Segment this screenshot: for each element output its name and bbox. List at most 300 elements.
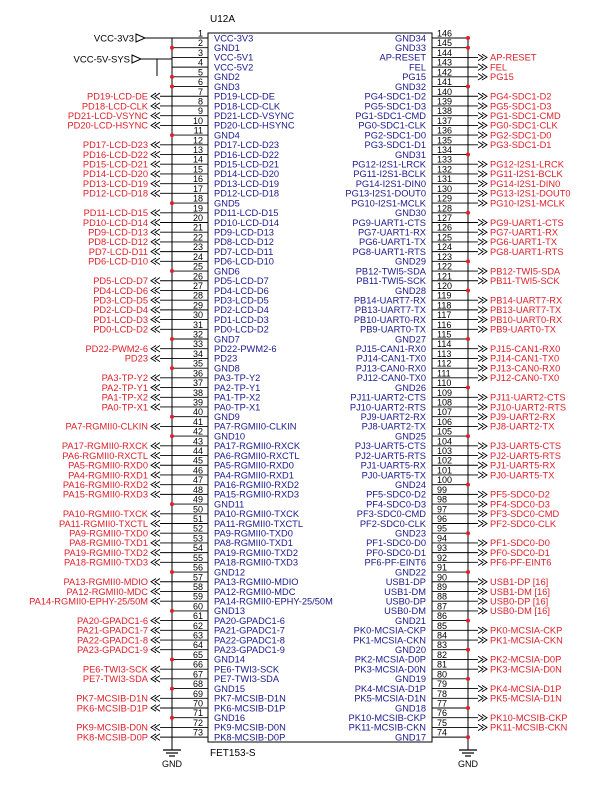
net-label-pk8-mcsib-d0p: PK8-MCSIB-D0P	[76, 732, 148, 743]
pin-name: PA2-TP-Y1	[214, 382, 261, 393]
junction-dot	[466, 36, 470, 40]
net-label-pa7-rgmii0-clkin: PA7-RGMII0-CLKIN	[65, 421, 148, 432]
pin-number: 7	[197, 86, 203, 97]
pin-name: PG1-SDC1-CMD	[355, 110, 426, 121]
net-label-pk3-mcsia-d0n: PK3-MCSIA-D0N	[490, 664, 562, 675]
pin-name: GND29	[394, 256, 426, 267]
junction-dot	[466, 531, 470, 535]
pin-number: 142	[437, 67, 453, 78]
pin-name: GND32	[394, 81, 426, 92]
pin-name: GND24	[394, 479, 426, 490]
pin-number: 56	[192, 562, 203, 573]
pin-number: 73	[192, 727, 203, 738]
pin-name: VCC-3V3	[214, 33, 254, 44]
pin-name: PD22-PWM2-6	[214, 344, 277, 355]
pin-name: PE7-TWI3-SDA	[214, 674, 280, 685]
pin-number: 54	[192, 543, 203, 554]
pin-name: PD13-LCD-D19	[214, 178, 280, 189]
chip-part-label: FET153-S	[210, 748, 256, 759]
junction-dot	[466, 211, 470, 215]
pin-number: 51	[192, 514, 203, 524]
pin-name: PA14-RGMII0-EPHY-25/50M	[214, 596, 333, 607]
net-label-pa16-rgmii0-rxd2: PA16-RGMII0-RXD2	[62, 479, 148, 490]
pin-name: PD4-LCD-D6	[214, 285, 269, 296]
pin-number: 6	[197, 77, 203, 88]
pin-name: PA13-RGMII0-MDIO	[214, 577, 299, 588]
pin-name: PG13-I2S1-DOUT0	[345, 188, 426, 199]
pin-number: 13	[192, 145, 203, 156]
pin-number: 1	[197, 28, 203, 39]
junction-dot	[466, 85, 470, 89]
net-label-pd18-lcd-clk: PD18-LCD-CLK	[81, 101, 148, 112]
net-label-pa6-rgmii0-rxctl: PA6-RGMII0-RXCTL	[62, 450, 148, 461]
pin-name: PJ14-CAN1-TX0	[356, 353, 426, 364]
net-label-pa2-tp-y1: PA2-TP-Y1	[101, 382, 148, 393]
pin-name: PF3-SDC0-CMD	[356, 509, 426, 520]
pin-name: PD6-LCD-D10	[214, 256, 274, 267]
pin-number: 70	[192, 698, 203, 709]
pin-name: PB13-UART7-TX	[354, 305, 426, 316]
pin-number: 35	[192, 358, 203, 369]
net-label-pg5-sdc1-d3: PG5-SDC1-D3	[490, 101, 552, 112]
pin-number: 145	[437, 38, 453, 49]
pin-name: PK0-MCSIA-CKP	[353, 625, 426, 636]
pin-number: 50	[192, 504, 203, 515]
pin-name: GND27	[394, 334, 426, 345]
pin-name: PK11-MCSIB-CKN	[348, 722, 426, 733]
net-label-pd7-lcd-d11: PD7-LCD-D11	[88, 246, 148, 257]
pin-name: PG0-SDC1-CLK	[358, 120, 426, 131]
pin-number: 138	[437, 106, 453, 117]
pin-number: 48	[192, 484, 203, 495]
net-label-pa5-rgmii0-rxd0: PA5-RGMII0-RXD0	[68, 460, 148, 471]
pin-number: 83	[437, 640, 448, 651]
net-label-pe7-twi3-sda: PE7-TWI3-SDA	[82, 674, 148, 685]
net-label-pb12-twi5-sda: PB12-TWI5-SDA	[490, 266, 561, 277]
net-label-pb13-uart7-tx: PB13-UART7-TX	[490, 305, 562, 316]
net-label-pk7-mcsib-d1n: PK7-MCSIB-D1N	[76, 693, 148, 704]
junction-dot	[466, 677, 470, 681]
pin-name: GND28	[394, 285, 426, 296]
pin-number: 9	[197, 106, 203, 117]
pin-number: 144	[437, 47, 453, 58]
pin-number: 62	[192, 620, 203, 631]
net-label-pa20-gpadc1-6: PA20-GPADC1-6	[77, 615, 148, 626]
pin-number: 58	[192, 581, 203, 592]
net-label-pg12-i2s1-lrck: PG12-I2S1-LRCK	[490, 159, 564, 170]
pin-name: PD1-LCD-D3	[214, 314, 269, 325]
pin-number: 60	[192, 601, 203, 612]
pin-number: 96	[437, 514, 448, 524]
pin-name: PA9-RGMII0-TXD0	[214, 528, 293, 539]
pin-name: PG8-UART1-RTS	[352, 246, 426, 257]
net-label-pk11-mcsib-ckn: PK11-MCSIB-CKN	[490, 722, 568, 733]
pin-number: 116	[437, 319, 452, 330]
pin-name: GND21	[394, 615, 426, 626]
pin-number: 98	[437, 494, 448, 505]
pin-name: PK8-MCSIB-D0P	[214, 732, 286, 743]
pin-number: 86	[437, 611, 448, 622]
junction-dot	[466, 386, 470, 390]
net-label-pd16-lcd-d22: PD16-LCD-D22	[82, 149, 148, 160]
junction-dot	[466, 619, 470, 623]
net-label-pf3-sdc0-cmd: PF3-SDC0-CMD	[490, 509, 560, 520]
pin-name: PA19-RGMII0-TXD2	[214, 547, 299, 558]
pin-name: PG9-UART1-CTS	[352, 217, 426, 228]
pin-name: PE6-TWI3-SCK	[214, 664, 280, 675]
pin-number: 43	[192, 436, 203, 447]
pin-number: 128	[437, 203, 453, 214]
pin-number: 100	[437, 475, 453, 486]
pin-name: PA17-RGMII0-RXCK	[214, 441, 301, 452]
left-gnd-label: GND	[162, 759, 182, 769]
junction-dot	[466, 259, 470, 263]
pin-number: 17	[192, 183, 203, 194]
net-label-pd9-lcd-d13: PD9-LCD-D13	[88, 227, 148, 238]
pin-name: USB0-DP	[385, 596, 426, 607]
pin-name: GND3	[214, 81, 240, 92]
pin-name: PK4-MCSIA-D1P	[354, 683, 426, 694]
pin-name: GND18	[394, 703, 426, 714]
net-label-pk9-mcsib-d0n: PK9-MCSIB-D0N	[76, 722, 148, 733]
pin-name: PA4-RGMII0-RXD1	[214, 470, 294, 481]
pin-name: PG10-I2S1-MCLK	[351, 198, 426, 209]
net-label-pd1-lcd-d3: PD1-LCD-D3	[93, 314, 148, 325]
pin-number: 88	[437, 591, 448, 602]
pin-name: PD12-LCD-D18	[214, 188, 280, 199]
pin-number: 10	[192, 115, 203, 126]
pin-name: PA7-RGMII0-CLKIN	[214, 421, 297, 432]
net-label-pg2-sdc1-d0: PG2-SDC1-D0	[490, 130, 552, 141]
pin-name: PJ2-UART5-RTS	[355, 450, 426, 461]
pin-name: PJ0-UART5-TX	[361, 470, 426, 481]
pin-name: PF6-PF-EINT6	[364, 557, 426, 568]
net-label-pf0-sdc0-d1: PF0-SDC0-D1	[490, 547, 550, 558]
pin-number: 90	[437, 572, 448, 583]
junction-dot	[170, 716, 174, 720]
net-label-pd15-lcd-d21: PD15-LCD-D21	[82, 159, 148, 170]
pin-number: 67	[192, 669, 203, 680]
pin-name: PA0-TP-X1	[214, 402, 261, 413]
pin-number: 101	[437, 465, 453, 476]
net-label-pa11-rgmii0-txctl: PA11-RGMII0-TXCTL	[58, 518, 148, 529]
net-label-usb1-dp-16: USB1-DP [16]	[490, 577, 549, 588]
pin-name: PB11-TWI5-SCK	[356, 276, 426, 287]
pin-number: 68	[192, 679, 203, 690]
pin-name: PG6-UART1-TX	[359, 237, 426, 248]
pin-name: PJ12-CAN0-TX0	[356, 373, 426, 384]
pin-number: 23	[192, 242, 203, 253]
pin-name: GND23	[394, 528, 426, 539]
pin-number: 124	[437, 242, 453, 253]
pin-name: PD18-LCD-CLK	[214, 101, 281, 112]
pin-name: GND6	[214, 266, 240, 277]
pin-name: PA10-RGMII0-TXCK	[214, 509, 300, 520]
net-label-pa4-rgmii0-rxd1: PA4-RGMII0-RXD1	[68, 470, 148, 481]
pin-name: PB14-UART7-RX	[353, 295, 426, 306]
pin-number: 26	[192, 271, 203, 282]
net-label-vcc-3v3: VCC-3V3	[93, 33, 134, 45]
net-label-pk4-mcsia-d1p: PK4-MCSIA-D1P	[490, 683, 562, 694]
pin-number: 24	[192, 251, 203, 262]
net-label-pb14-uart7-rx: PB14-UART7-RX	[490, 295, 563, 306]
pin-number: 44	[192, 446, 203, 457]
pin-name: PF4-SDC0-D3	[366, 499, 426, 510]
pin-name: PD8-LCD-D12	[214, 237, 274, 248]
net-label-pa14-rgmii0-ephy-25-50m: PA14-RGMII0-EPHY-25/50M	[29, 596, 148, 607]
pin-number: 93	[437, 543, 448, 554]
pin-number: 120	[437, 280, 453, 291]
pin-name: PJ13-CAN0-RX0	[355, 363, 426, 374]
pin-name: PG15	[402, 72, 426, 83]
net-label-pa3-tp-y2: PA3-TP-Y2	[101, 373, 148, 384]
net-label-pj10-uart2-rts: PJ10-UART2-RTS	[490, 402, 567, 413]
pin-number: 136	[437, 125, 453, 136]
net-label-usb1-dm-16: USB1-DM [16]	[490, 586, 550, 597]
pin-name: GND10	[214, 431, 246, 442]
pin-number: 14	[192, 154, 203, 165]
pin-number: 63	[192, 630, 203, 641]
net-label-pf2-sdc0-clk: PF2-SDC0-CLK	[490, 518, 557, 529]
pin-number: 94	[437, 533, 448, 544]
junction-dot	[466, 337, 470, 341]
net-label-pg8-uart1-rts: PG8-UART1-RTS	[490, 246, 564, 257]
net-label-pd17-lcd-d23: PD17-LCD-D23	[82, 140, 148, 151]
net-label-pj9-uart2-rx: PJ9-UART2-RX	[490, 411, 556, 422]
net-label-pj12-can0-tx0: PJ12-CAN0-TX0	[490, 373, 560, 384]
pin-name: PG3-SDC1-D1	[364, 140, 426, 151]
pin-name: PJ3-UART5-CTS	[354, 441, 426, 452]
pin-number: 59	[192, 591, 203, 602]
pin-number: 139	[437, 96, 453, 107]
pin-number: 131	[437, 174, 453, 185]
pin-name: GND17	[394, 732, 426, 743]
pin-name: GND14	[214, 654, 246, 665]
pin-number: 15	[192, 164, 203, 175]
pin-name: PG12-I2S1-LRCK	[352, 159, 426, 170]
pin-number: 5	[197, 67, 203, 78]
net-label-pa15-rgmii0-rxd3: PA15-RGMII0-RXD3	[62, 489, 148, 500]
pin-name: PD21-LCD-VSYNC	[214, 110, 295, 121]
junction-dot	[170, 434, 174, 438]
pin-number: 47	[192, 475, 203, 486]
net-label-pj1-uart5-rx: PJ1-UART5-RX	[490, 460, 556, 471]
net-label-pa0-tp-x1: PA0-TP-X1	[101, 402, 148, 413]
pin-number: 146	[437, 28, 453, 39]
junction-dot	[170, 609, 174, 613]
pin-name: PG11-I2S1-BCLK	[353, 169, 426, 180]
net-label-pa1-tp-x2: PA1-TP-X2	[101, 392, 148, 403]
pin-name: PD9-LCD-D13	[214, 227, 274, 238]
pin-number: 45	[192, 455, 203, 466]
net-label-fel: FEL	[490, 62, 508, 73]
net-label-pg1-sdc1-cmd: PG1-SDC1-CMD	[490, 110, 561, 121]
net-label-pa10-rgmii0-txck: PA10-RGMII0-TXCK	[62, 509, 148, 520]
pin-name: PJ8-UART2-TX	[361, 421, 426, 432]
junction-dot	[466, 288, 470, 292]
junction-dot	[466, 153, 470, 157]
pin-number: 41	[192, 416, 203, 427]
pin-number: 11	[193, 125, 203, 136]
net-label-pd19-lcd-de: PD19-LCD-DE	[87, 91, 148, 102]
pin-number: 79	[437, 679, 448, 690]
net-label-pd2-lcd-d4: PD2-LCD-D4	[93, 305, 148, 316]
pin-number: 85	[437, 620, 448, 631]
pin-number: 19	[192, 203, 203, 214]
pin-number: 38	[192, 387, 203, 398]
pin-number: 118	[437, 300, 452, 311]
pin-number: 46	[192, 465, 203, 476]
pin-name: GND19	[394, 674, 426, 685]
pin-number: 143	[437, 57, 453, 68]
pin-number: 114	[437, 339, 452, 350]
pin-number: 106	[437, 416, 453, 427]
pin-name: VCC-5V2	[214, 62, 254, 73]
net-label-pd10-lcd-d14: PD10-LCD-D14	[82, 217, 148, 228]
junction-dot	[466, 735, 470, 739]
pin-number: 127	[437, 212, 453, 223]
net-label-pf5-sdc0-d2: PF5-SDC0-D2	[490, 489, 550, 500]
pin-name: GND22	[394, 567, 426, 578]
pin-name: PJ1-UART5-RX	[360, 460, 426, 471]
junction-dot	[170, 133, 174, 137]
pin-name: GND25	[394, 431, 426, 442]
net-label-pa18-rgmii0-txd3: PA18-RGMII0-TXD3	[63, 557, 148, 568]
net-label-pd13-lcd-d19: PD13-LCD-D19	[82, 178, 148, 189]
pin-number: 52	[192, 523, 203, 534]
pin-name: GND30	[394, 208, 426, 219]
pin-number: 78	[437, 688, 448, 699]
pin-number: 123	[437, 251, 453, 262]
pin-number: 95	[437, 523, 448, 534]
net-label-pj8-uart2-tx: PJ8-UART2-TX	[490, 421, 555, 432]
net-label-pg4-sdc1-d2: PG4-SDC1-D2	[490, 91, 552, 102]
pin-number: 34	[192, 348, 203, 359]
pin-name: PA6-RGMII0-RXCTL	[214, 450, 300, 461]
pin-name: GND16	[214, 713, 246, 723]
pin-number: 29	[192, 300, 203, 311]
pin-number: 53	[192, 533, 203, 544]
pin-name: GND12	[214, 567, 246, 578]
pin-number: 108	[437, 397, 453, 408]
junction-dot	[170, 201, 174, 205]
pin-name: GND9	[214, 411, 240, 422]
pin-number: 2	[197, 38, 203, 49]
pin-name: GND8	[214, 363, 240, 374]
pin-number: 12	[192, 135, 203, 146]
pin-name: PG7-UART1-RX	[357, 227, 426, 238]
pin-number: 49	[192, 494, 203, 505]
pin-number: 115	[437, 329, 452, 340]
pin-number: 31	[192, 319, 203, 330]
pin-number: 3	[197, 47, 203, 58]
pin-name: PK10-MCSIB-CKP	[348, 713, 426, 723]
net-label-pg14-i2s1-din0: PG14-I2S1-DIN0	[490, 178, 561, 189]
pin-name: PJ15-CAN1-RX0	[355, 344, 426, 355]
pin-number: 18	[192, 193, 203, 204]
pin-number: 27	[192, 280, 203, 291]
pin-name: GND26	[394, 382, 426, 393]
net-label-pk10-mcsib-ckp: PK10-MCSIB-CKP	[490, 713, 568, 723]
pin-name: PK9-MCSIB-D0N	[214, 722, 286, 733]
pin-number: 134	[437, 145, 453, 156]
pin-number: 113	[437, 348, 452, 359]
pin-number: 39	[192, 397, 203, 408]
pin-name: GND34	[394, 33, 426, 44]
pin-number: 102	[437, 455, 453, 466]
pin-name: PJ10-UART2-RTS	[349, 402, 426, 413]
pin-name: PA5-RGMII0-RXD0	[214, 460, 294, 471]
pin-name: PD16-LCD-D22	[214, 149, 280, 160]
net-label-pj13-can0-rx0: PJ13-CAN0-RX0	[490, 363, 561, 374]
junction-dot	[170, 85, 174, 89]
pin-number: 121	[437, 271, 453, 282]
net-label-pa22-gpadc1-8: PA22-GPADC1-8	[77, 635, 148, 646]
pin-name: AP-RESET	[379, 52, 426, 63]
pin-name: PD0-LCD-D2	[214, 324, 269, 335]
net-label-pd0-lcd-d2: PD0-LCD-D2	[93, 324, 148, 335]
pin-name: GND1	[214, 43, 240, 54]
pin-name: GND31	[394, 149, 426, 160]
pin-number: 97	[437, 504, 448, 515]
pin-number: 65	[192, 649, 203, 660]
pin-number: 16	[192, 174, 203, 185]
pin-name: GND20	[394, 645, 426, 656]
net-label-pf6-pf-eint6: PF6-PF-EINT6	[490, 557, 552, 568]
pin-number: 119	[437, 290, 452, 301]
pin-name: GND13	[214, 606, 246, 617]
pin-name: PK1-MCSIA-CKN	[353, 635, 426, 646]
pin-number: 33	[192, 339, 203, 350]
pin-name: VCC-5V1	[214, 52, 254, 63]
net-label-pa13-rgmii0-mdio: PA13-RGMII0-MDIO	[63, 577, 148, 588]
pin-number: 87	[437, 601, 448, 612]
pin-number: 72	[192, 717, 203, 728]
pin-name: PD15-LCD-D21	[214, 159, 280, 170]
junction-dot	[170, 366, 174, 370]
pin-number: 66	[192, 659, 203, 670]
pin-name: PA15-RGMII0-RXD3	[214, 489, 300, 500]
pin-number: 92	[437, 552, 448, 563]
junction-dot	[170, 687, 174, 691]
net-label-pk6-mcsib-d1p: PK6-MCSIB-D1P	[76, 703, 148, 714]
net-label-pg13-i2s1-dout0: PG13-I2S1-DOUT0	[490, 188, 571, 199]
pin-name: PD23	[214, 353, 238, 364]
net-label-pg7-uart1-rx: PG7-UART1-RX	[490, 227, 559, 238]
net-label-pa23-gpadc1-9: PA23-GPADC1-9	[77, 645, 148, 656]
pin-number: 111	[437, 368, 451, 379]
net-label-pj0-uart5-tx: PJ0-UART5-TX	[490, 470, 555, 481]
pin-number: 75	[437, 717, 448, 728]
net-label-pk5-mcsia-d1n: PK5-MCSIA-D1N	[490, 693, 562, 704]
pin-name: PK2-MCSIA-D0P	[354, 654, 426, 665]
net-label-pa17-rgmii0-rxck: PA17-RGMII0-RXCK	[61, 441, 148, 452]
pin-number: 107	[437, 407, 453, 418]
pin-number: 105	[437, 426, 453, 437]
pin-name: GND11	[214, 499, 245, 510]
pin-name: FEL	[408, 62, 426, 73]
junction-dot	[466, 570, 470, 574]
pin-name: PG4-SDC1-D2	[364, 91, 426, 102]
net-label-pe6-twi3-sck: PE6-TWI3-SCK	[82, 664, 148, 675]
pin-number: 99	[437, 484, 448, 495]
pin-number: 137	[437, 115, 453, 126]
pin-name: PD7-LCD-D11	[214, 246, 274, 257]
junction-dot	[466, 46, 470, 50]
net-label-pj14-can1-tx0: PJ14-CAN1-TX0	[490, 353, 560, 364]
pin-name: PD3-LCD-D5	[214, 295, 269, 306]
pin-name: GND33	[394, 43, 426, 54]
